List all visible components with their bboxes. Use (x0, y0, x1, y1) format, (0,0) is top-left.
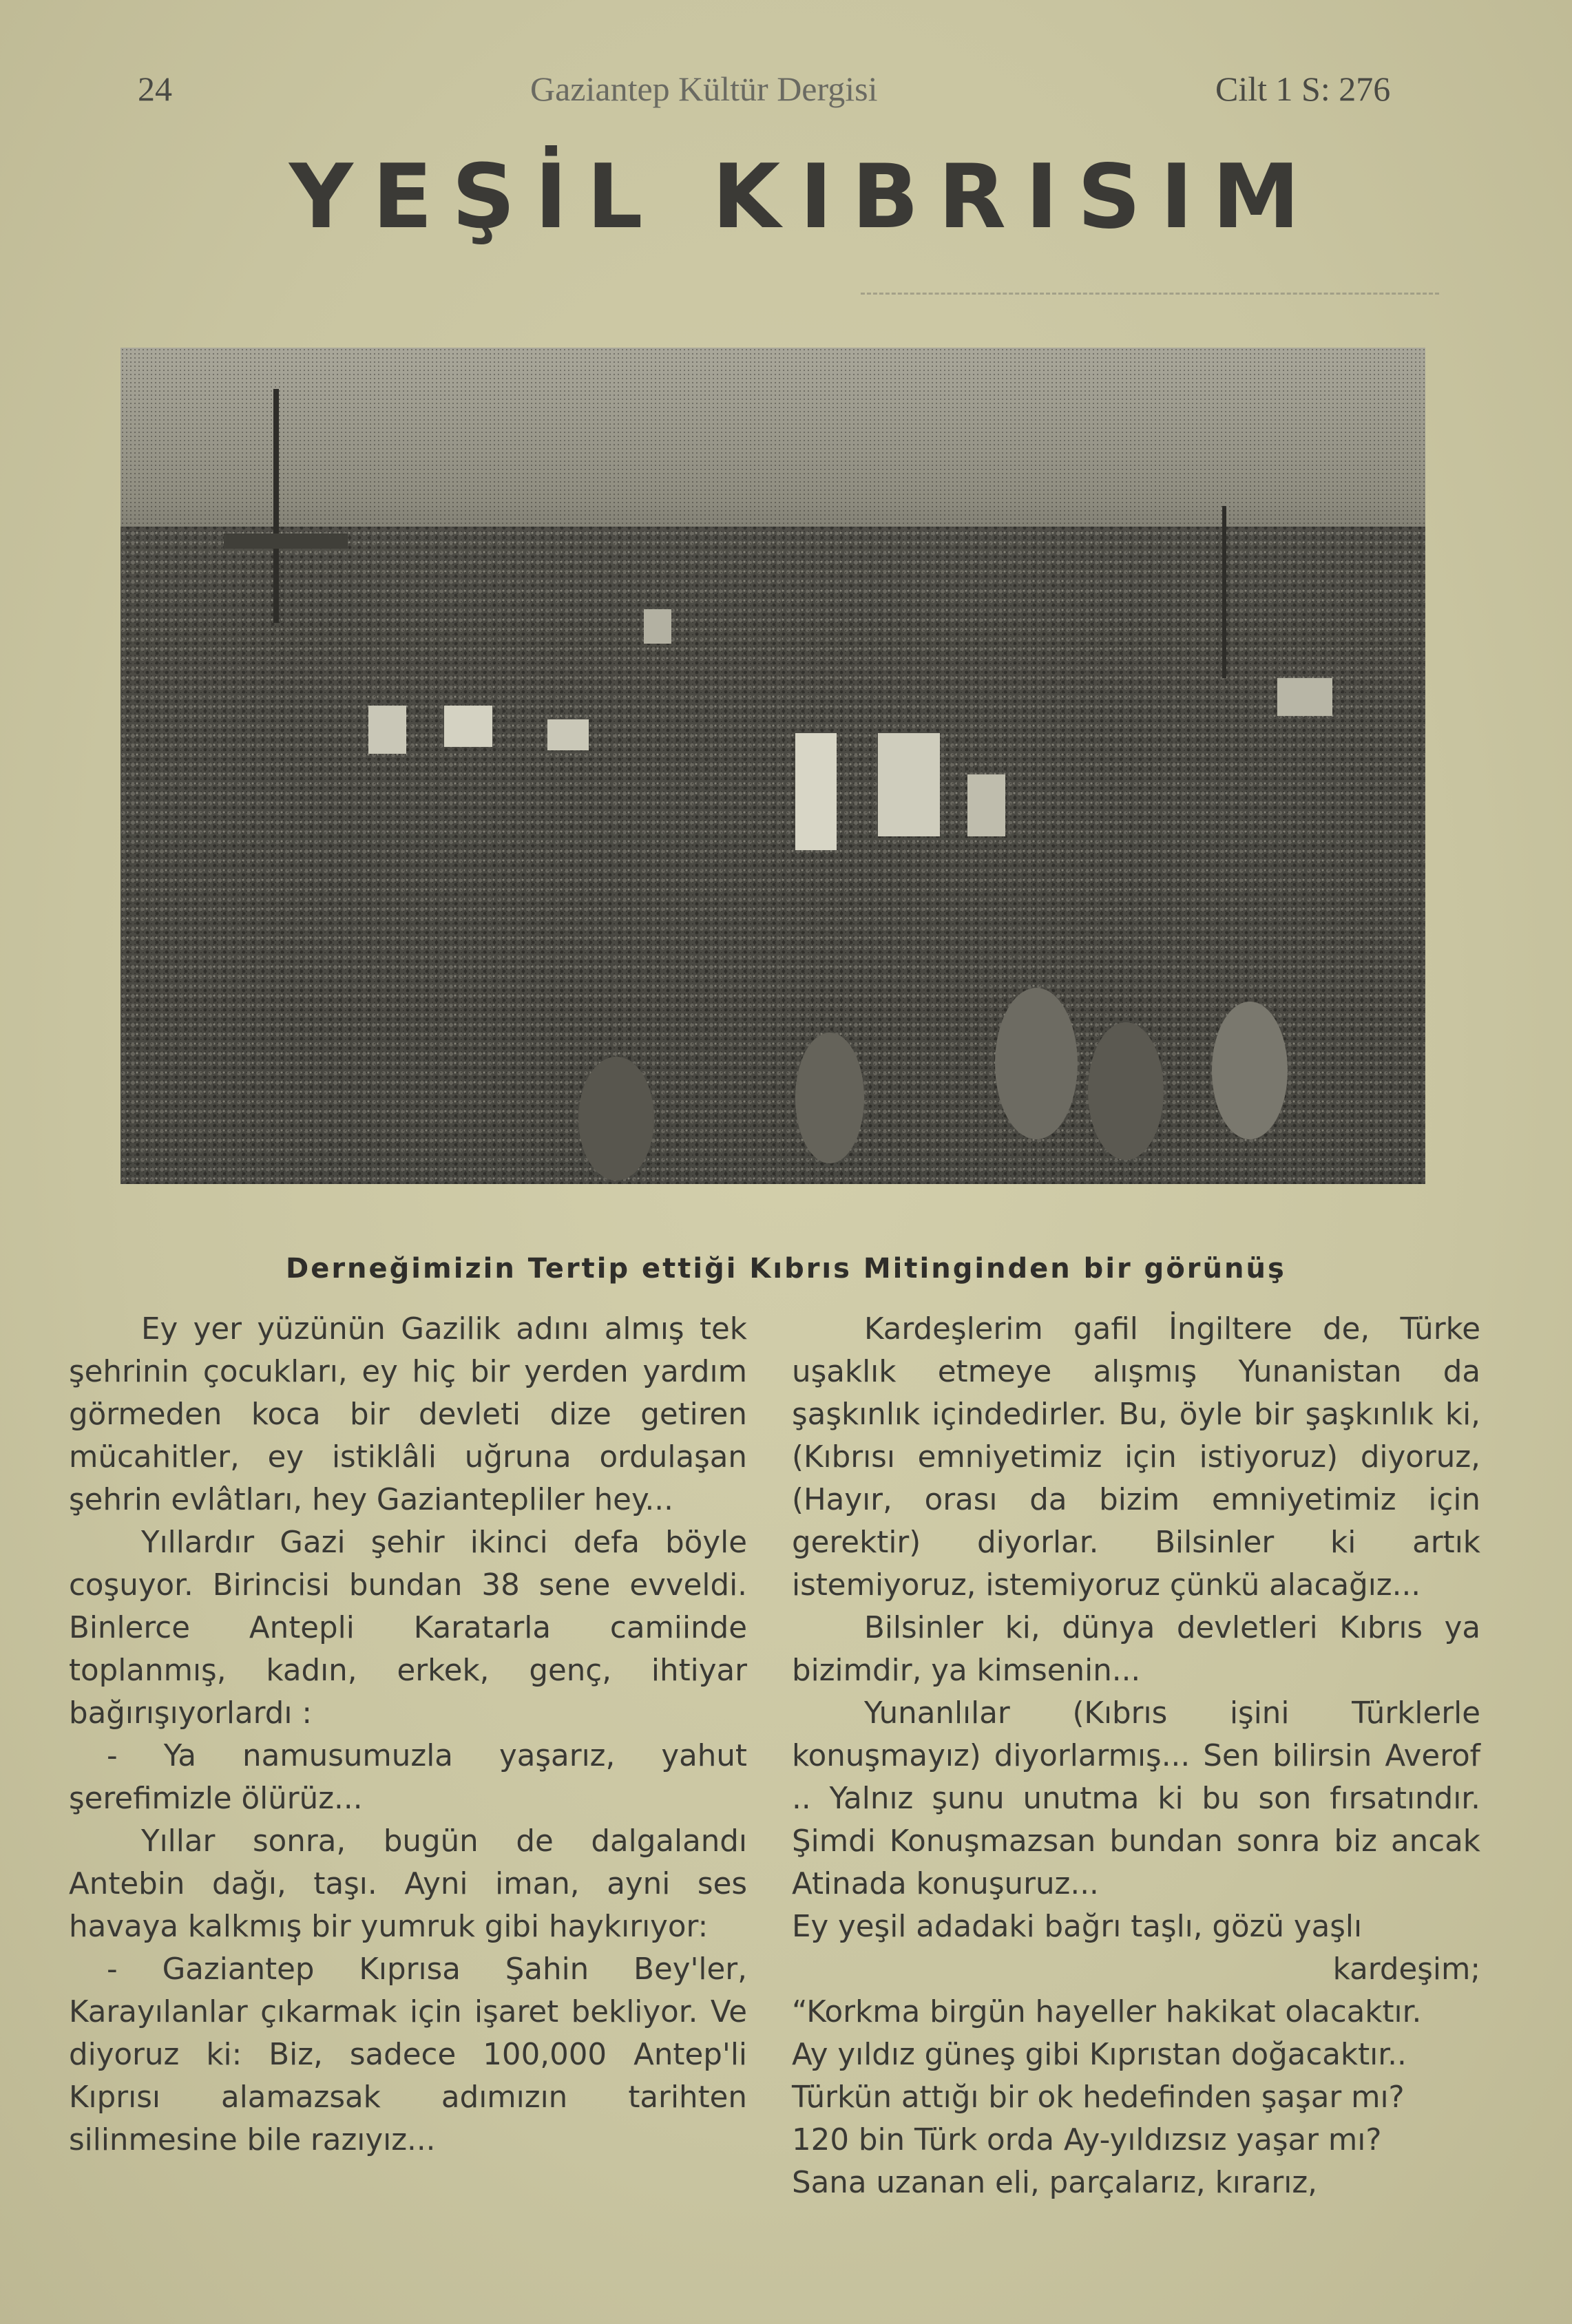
verse-line: Ey yeşil adadaki bağrı taşlı, gözü yaşlı (792, 1910, 1363, 1944)
verse-line: “Korkma birgün hayeller hakikat olacaktır. (792, 1995, 1422, 2029)
verse-line: Türkün attığı bir ok hedefinden şaşar mı? (792, 2080, 1405, 2115)
verse-line: Sana uzanan eli, parçalarız, kırarız, (792, 2166, 1318, 2200)
paragraph: Bilsinler ki, dünya devletleri Kıbrıs ya bizimdir, ya kimsenin... (792, 1611, 1480, 1688)
paragraph: Ey yer yüzünün Gazilik adını almış tek şehrinin çocukları, ey hiç bir yerden yardım görmeden koca bir devleti dize getiren mücahitler, ey istiklâli uğruna ordulaşan şehrin evlâtları, hey Gaziantepliler hey... (69, 1312, 747, 1517)
paragraph: Kardeşlerim gafil İngiltere de, Türke uşaklık etmeye alışmış Yunanistan da şaşkınlık içindedirler. Bu, öyle bir şaşkınlık ki, (Kıbrısı emniyetimiz için istiyoruz) diyoruz, (Hayır, orası da bizim emniyetimiz için gerektir) diyorlar. Bilsinler ki artık istemiyoruz, istemiyoruz çünkü alacağız... (792, 1312, 1480, 1603)
volume-issue: Cilt 1 S: 276 (1215, 70, 1391, 108)
left-column (69, 1308, 747, 2162)
verse-line: 120 bin Türk orda Ay-yıldızsız yaşar mı? (792, 2123, 1382, 2157)
paragraph: Yıllar sonra, bugün de dalgalandı Antebin dağı, taşı. Ayni iman, ayni ses havaya kalkmış bir yumruk gibi haykırıyor: (69, 1824, 747, 1944)
verse-line: kardeşim; (1332, 1952, 1480, 1987)
verse-line: Ay yıldız güneş gibi Kıprıstan doğacaktır.. (792, 2038, 1407, 2072)
right-column (792, 1308, 1480, 2204)
paragraph: - Gaziantep Kıprısa Şahin Bey'ler, Karayılanlar çıkarmak için işaret bekliyor. Ve diyoruz ki: Biz, sadece 100,000 Antep'li Kıprısı alamazsak adımızın tarihten silinmesine bile razıyız... (69, 1952, 747, 2157)
divider (861, 293, 1439, 295)
journal-title: Gaziantep Kültür Dergisi (530, 70, 878, 108)
crowd-photo-image (120, 348, 1425, 1184)
paragraph: - Ya namusumuzla yaşarız, yahut şerefimizle ölürüz... (69, 1739, 747, 1816)
rally-photo (120, 348, 1425, 1184)
paragraph: Yıllardır Gazi şehir ikinci defa böyle coşuyor. Birincisi bundan 38 sene evveldi. Binlerce Antepli Karatarla camiinde toplanmış, kadın, erkek, genç, ihtiyar bağırışıyorlardı : (69, 1525, 747, 1731)
paragraph: Yunanlılar (Kıbrıs işini Türklerle konuşmayız) diyorlarmış... Sen bilirsin Averof .. Yalnız şunu unutma ki bu son fırsatındır. Şimdi Konuşmazsan bundan sonra biz ancak Atinada konuşuruz... (792, 1696, 1480, 1901)
running-header (0, 69, 1572, 117)
page-number: 24 (138, 70, 172, 108)
photo-caption: Derneğimizin Tertip ettiği Kıbrıs Mitinginden bir görünüş (286, 1253, 1286, 1285)
article-title: YEŞİL KIBRISIM (289, 146, 1319, 249)
